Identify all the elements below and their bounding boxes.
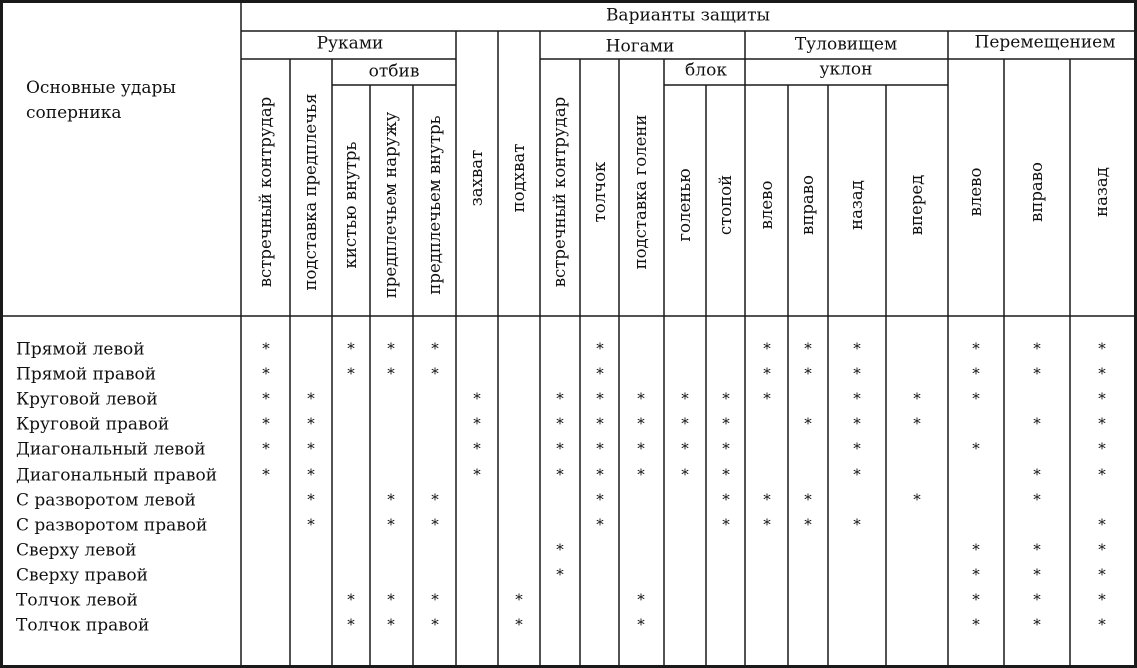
mark-asterisk: * [804,515,812,534]
mark-asterisk: * [387,515,395,534]
mark-asterisk: * [262,389,270,408]
mark-asterisk: * [473,465,481,483]
mark-asterisk: * [972,615,980,634]
mark-asterisk: * [722,389,730,408]
mark-asterisk: * [387,364,395,383]
mark-asterisk: * [431,590,439,609]
mark-asterisk: * [1033,339,1041,358]
mark-asterisk: * [262,439,270,458]
mark-asterisk: * [763,364,771,383]
mark-asterisk: * [556,465,564,483]
column-header: назад [846,179,866,230]
mark-asterisk: * [722,439,730,458]
mark-asterisk: * [596,339,604,358]
mark-asterisk: * [556,439,564,458]
mark-asterisk: * [556,414,564,433]
row-label: Толчок правой [16,615,150,636]
mark-asterisk: * [387,615,395,634]
mark-asterisk: * [515,590,523,609]
mark-asterisk: * [972,364,980,383]
mark-asterisk: * [913,414,921,433]
mark-asterisk: * [307,465,315,483]
row-label: Толчок левой [16,590,138,611]
column-header: подставка голени [630,114,650,269]
row-label: Сверху левой [16,540,137,561]
row-label: Диагональный правой [16,465,218,485]
mark-asterisk: * [1098,540,1106,559]
mark-asterisk: * [1098,615,1106,634]
mark-asterisk: * [972,590,980,609]
mark-asterisk: * [431,364,439,383]
column-header: вправо [797,174,817,235]
mark-asterisk: * [473,414,481,433]
mark-asterisk: * [913,490,921,509]
mark-asterisk: * [262,339,270,358]
mark-asterisk: * [972,389,980,408]
mark-asterisk: * [637,389,645,408]
subgroup-block: блок [685,60,727,81]
mark-asterisk: * [596,414,604,433]
mark-asterisk: * [387,590,395,609]
column-header: предплечьем внутрь [424,114,444,295]
mark-asterisk: * [804,414,812,433]
mark-asterisk: * [1098,414,1106,433]
mark-asterisk: * [556,540,564,559]
mark-asterisk: * [431,490,439,509]
row-label: Сверху правой [16,565,148,586]
column-header: голенью [674,167,694,242]
mark-asterisk: * [763,389,771,408]
mark-asterisk: * [262,414,270,433]
mark-asterisk: * [431,615,439,634]
mark-asterisk: * [1098,590,1106,609]
mark-asterisk: * [804,490,812,509]
mark-asterisk: * [262,364,270,383]
mark-asterisk: * [972,439,980,458]
mark-asterisk: * [473,439,481,458]
mark-asterisk: * [596,389,604,408]
mark-asterisk: * [1098,389,1106,408]
column-header: подхват [508,143,528,212]
column-header: встречный контрудар [549,96,569,287]
column-header: вперед [906,174,926,235]
mark-asterisk: * [1033,465,1041,483]
mark-asterisk: * [596,439,604,458]
row-label: С разворотом левой [16,490,196,511]
mark-asterisk: * [637,414,645,433]
mark-asterisk: * [473,389,481,408]
row-label: Прямой левой [16,339,145,360]
mark-asterisk: * [596,490,604,509]
mark-asterisk: * [972,565,980,584]
mark-asterisk: * [853,339,861,358]
group-hands: Руками [316,33,384,54]
mark-asterisk: * [307,389,315,408]
mark-asterisk: * [763,490,771,509]
mark-asterisk: * [262,465,270,483]
mark-asterisk: * [853,465,861,483]
mark-asterisk: * [1098,364,1106,383]
mark-asterisk: * [763,515,771,534]
mark-asterisk: * [853,364,861,383]
mark-asterisk: * [681,465,689,483]
mark-asterisk: * [431,339,439,358]
mark-asterisk: * [347,339,355,358]
column-header: влево [756,180,776,229]
mark-asterisk: * [1098,339,1106,358]
column-header: влево [965,167,985,216]
mark-asterisk: * [1033,590,1041,609]
mark-asterisk: * [347,615,355,634]
subgroup-dodge: уклон [819,59,873,80]
column-header: стопой [715,174,735,235]
mark-asterisk: * [722,465,730,483]
mark-asterisk: * [1098,465,1106,483]
group-movement: Перемещением [974,32,1116,53]
mark-asterisk: * [804,364,812,383]
mark-asterisk: * [681,389,689,408]
column-header: назад [1091,166,1111,217]
mark-asterisk: * [307,515,315,534]
mark-asterisk: * [722,490,730,509]
mark-asterisk: * [637,615,645,634]
mark-asterisk: * [853,414,861,433]
mark-asterisk: * [307,414,315,433]
corner-label: Основные удары соперника [26,78,176,123]
column-header: вправо [1026,161,1046,222]
mark-asterisk: * [347,590,355,609]
mark-asterisk: * [722,414,730,433]
mark-asterisk: * [804,339,812,358]
mark-asterisk: * [431,515,439,534]
mark-asterisk: * [913,389,921,408]
mark-asterisk: * [1033,565,1041,584]
mark-asterisk: * [1033,615,1041,634]
mark-asterisk: * [853,515,861,534]
column-header: толчок [589,161,609,222]
mark-asterisk: * [637,590,645,609]
column-header: встречный контрудар [255,96,275,287]
mark-asterisk: * [307,490,315,509]
mark-asterisk: * [1033,540,1041,559]
mark-asterisk: * [1098,439,1106,458]
mark-asterisk: * [972,339,980,358]
mark-asterisk: * [556,565,564,584]
mark-asterisk: * [637,439,645,458]
mark-asterisk: * [387,339,395,358]
mark-asterisk: * [347,364,355,383]
mark-asterisk: * [853,439,861,458]
row-label: Диагональный левой [16,439,206,460]
mark-asterisk: * [681,439,689,458]
mark-asterisk: * [515,615,523,634]
row-label: Круговой левой [16,389,158,410]
group-legs: Ногами [605,36,675,57]
mark-asterisk: * [853,389,861,408]
column-header: захват [466,149,486,206]
mark-asterisk: * [1033,414,1041,433]
mark-asterisk: * [681,414,689,433]
mark-asterisk: * [972,540,980,559]
mark-asterisk: * [556,389,564,408]
mark-asterisk: * [387,490,395,509]
mark-asterisk: * [596,465,604,483]
column-header: кистью внутрь [340,141,360,268]
row-label: Круговой правой [16,414,170,435]
mark-asterisk: * [1098,515,1106,534]
column-header: предплечьем наружу [380,111,400,298]
mark-asterisk: * [722,515,730,534]
row-label: С разворотом правой [16,515,208,536]
row-label: Прямой правой [16,364,157,385]
mark-asterisk: * [596,515,604,534]
mark-asterisk: * [637,465,645,483]
group-torso: Туловищем [794,34,898,55]
header-title: Варианты защиты [605,5,771,26]
mark-asterisk: * [1033,364,1041,383]
mark-asterisk: * [596,364,604,383]
mark-asterisk: * [1033,490,1041,509]
column-header: подставка предплечья [300,92,320,291]
mark-asterisk: * [1098,565,1106,584]
mark-asterisk: * [763,339,771,358]
subgroup-parry: отбив [368,61,420,82]
mark-asterisk: * [307,439,315,458]
